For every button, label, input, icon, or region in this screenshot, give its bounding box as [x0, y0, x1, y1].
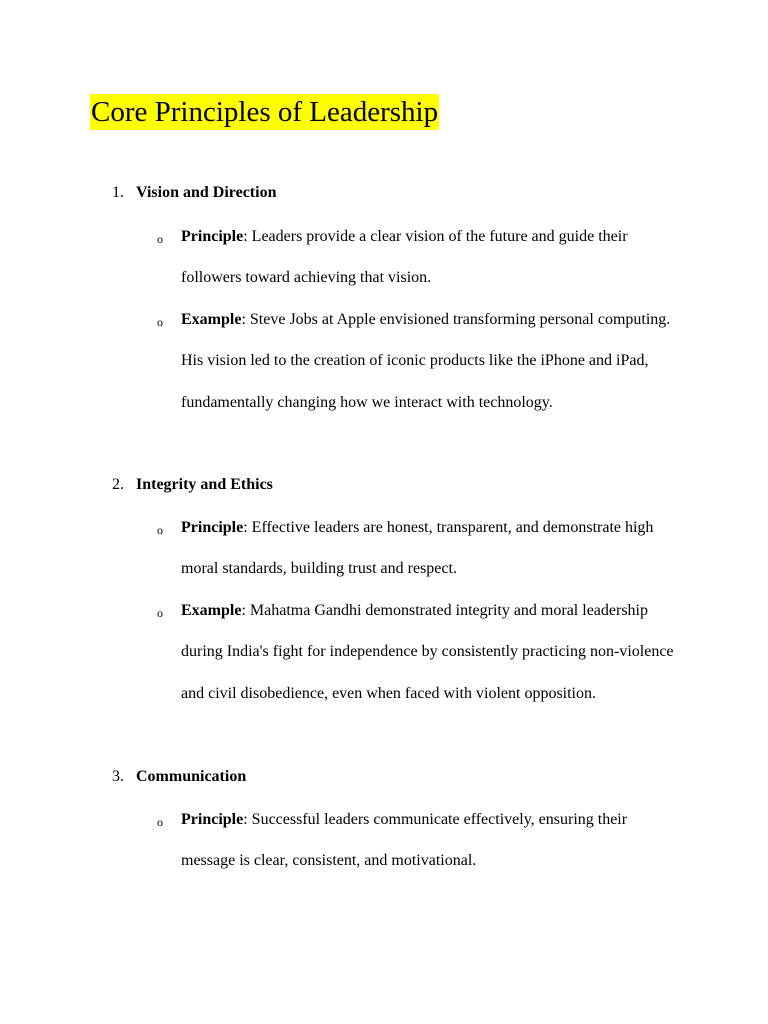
bullet-marker: o	[157, 815, 163, 829]
list-item-body: : Effective leaders are honest, transparent, and demonstrate high moral standards, building trust and respect.	[181, 518, 654, 578]
section-heading	[112, 767, 246, 787]
section-heading-label: Vision and Direction	[136, 184, 277, 201]
section-heading	[112, 183, 276, 203]
list-item-body: : Mahatma Gandhi demonstrated integrity and moral leadership during India's fight for independence by consistently practicing non-violence and civil disobedience, even when faced with violent opposition.	[181, 601, 674, 702]
section-heading-label: Communication	[136, 768, 247, 785]
list-item-label: Example	[181, 601, 242, 619]
list-item-body: : Leaders provide a clear vision of the future and guide their followers toward achieving that vision.	[181, 227, 628, 287]
list-item-label: Example	[181, 310, 242, 328]
list-item-text	[181, 299, 681, 424]
list-item-body: : Successful leaders communicate effectively, ensuring their message is clear, consistent, and motivational.	[181, 810, 628, 870]
bullet-marker: o	[157, 315, 163, 329]
section-number: 3.	[112, 768, 124, 785]
list-item-body: : Steve Jobs at Apple envisioned transforming personal computing. His vision led to the creation of iconic products like the iPhone and iPad, fundamentally changing how we interact with technology.	[181, 310, 671, 411]
page-title: Core Principles of Leadership	[91, 96, 439, 128]
bullet-marker: o	[157, 232, 163, 246]
bullet-marker: o	[157, 606, 163, 620]
list-item-label: Principle	[181, 810, 244, 828]
section-number: 2.	[112, 476, 124, 493]
list-item-text	[181, 799, 681, 882]
section-number: 1.	[112, 184, 124, 201]
section-heading	[112, 475, 273, 495]
list-item-label: Principle	[181, 227, 244, 245]
list-item-text	[181, 507, 681, 590]
list-item-label: Principle	[181, 518, 244, 536]
bullet-marker: o	[157, 523, 163, 537]
list-item-text	[181, 216, 681, 299]
section-heading-label: Integrity and Ethics	[136, 476, 273, 493]
list-item-text	[181, 590, 681, 715]
